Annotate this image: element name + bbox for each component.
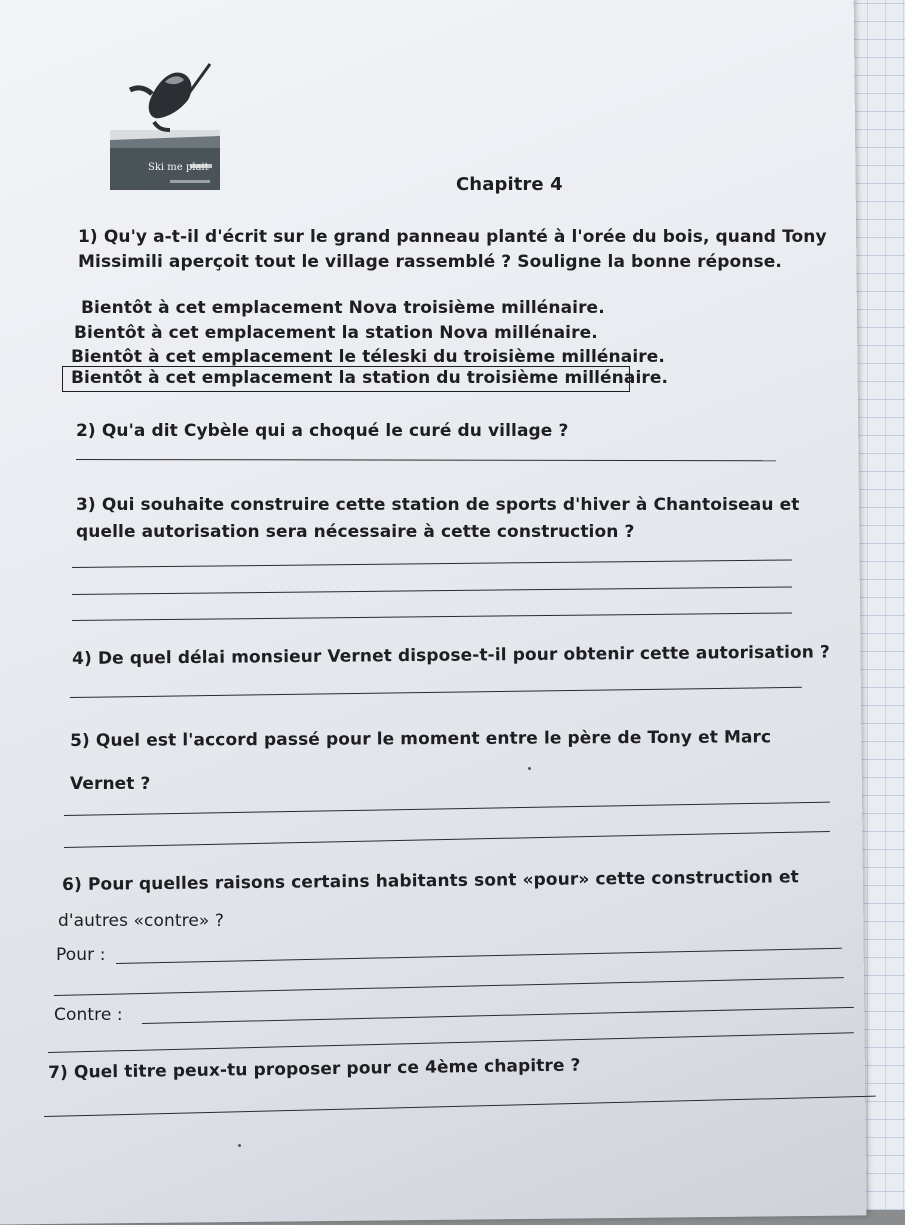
answer-line-contre-2[interactable] <box>48 1032 854 1053</box>
pour-label: Pour : <box>56 945 106 965</box>
answer-line-pour-1[interactable] <box>116 948 842 964</box>
question-5-line-1: 5) Quel est l'accord passé pour le moment entre le père de Tony et Marc <box>70 727 772 751</box>
question-5-line-2: Vernet ? <box>70 774 151 794</box>
answer-line-q5-2[interactable] <box>64 831 830 848</box>
question-1-line-1: 1) Qu'y a-t-il d'écrit sur le grand panneau planté à l'orée du bois, quand Tony <box>78 227 827 247</box>
paper-speck <box>238 1144 241 1147</box>
answer-line-q7[interactable] <box>44 1096 876 1117</box>
question-4: 4) De quel délai monsieur Vernet dispose-t-il pour obtenir cette autorisation ? <box>72 642 831 669</box>
answer-option-1[interactable]: Bientôt à cet emplacement Nova troisième millénaire. <box>81 298 605 318</box>
question-6-line-2: d'autres «contre» ? <box>58 911 225 931</box>
answer-line-q4[interactable] <box>70 687 802 698</box>
question-1-line-2: Missimili aperçoit tout le village rassemblé ? Souligne la bonne réponse. <box>78 252 782 272</box>
answer-line-contre-1[interactable] <box>142 1007 854 1024</box>
answer-line-q3-3[interactable] <box>72 612 792 621</box>
paper-speck <box>528 767 531 770</box>
question-6-line-1: 6) Pour quelles raisons certains habitants sont «pour» cette construction et <box>62 867 799 895</box>
answer-line-q3-1[interactable] <box>72 559 792 568</box>
answer-option-2[interactable]: Bientôt à cet emplacement la station Nova millénaire. <box>74 323 598 343</box>
answer-option-4[interactable]: Bientôt à cet emplacement la station du troisième millénaire. <box>71 368 669 388</box>
book-cover-title: Ski me plait <box>148 162 209 173</box>
question-3-line-2: quelle autorisation sera nécessaire à cette construction ? <box>76 522 635 542</box>
answer-line-pour-2[interactable] <box>54 977 844 996</box>
answer-option-3[interactable]: Bientôt à cet emplacement le téleski du troisième millénaire. <box>71 347 665 367</box>
question-3-line-1: 3) Qui souhaite construire cette station de sports d'hiver à Chantoiseau et <box>76 495 800 515</box>
chapter-title: Chapitre 4 <box>456 174 563 195</box>
question-2: 2) Qu'a dit Cybèle qui a choqué le curé du village ? <box>76 421 569 441</box>
question-7: 7) Quel titre peux-tu proposer pour ce 4ème chapitre ? <box>48 1055 581 1083</box>
answer-line-q2[interactable] <box>76 459 776 461</box>
answer-line-q5-1[interactable] <box>64 802 830 816</box>
answer-line-q3-2[interactable] <box>72 586 792 595</box>
contre-label: Contre : <box>54 1005 123 1025</box>
